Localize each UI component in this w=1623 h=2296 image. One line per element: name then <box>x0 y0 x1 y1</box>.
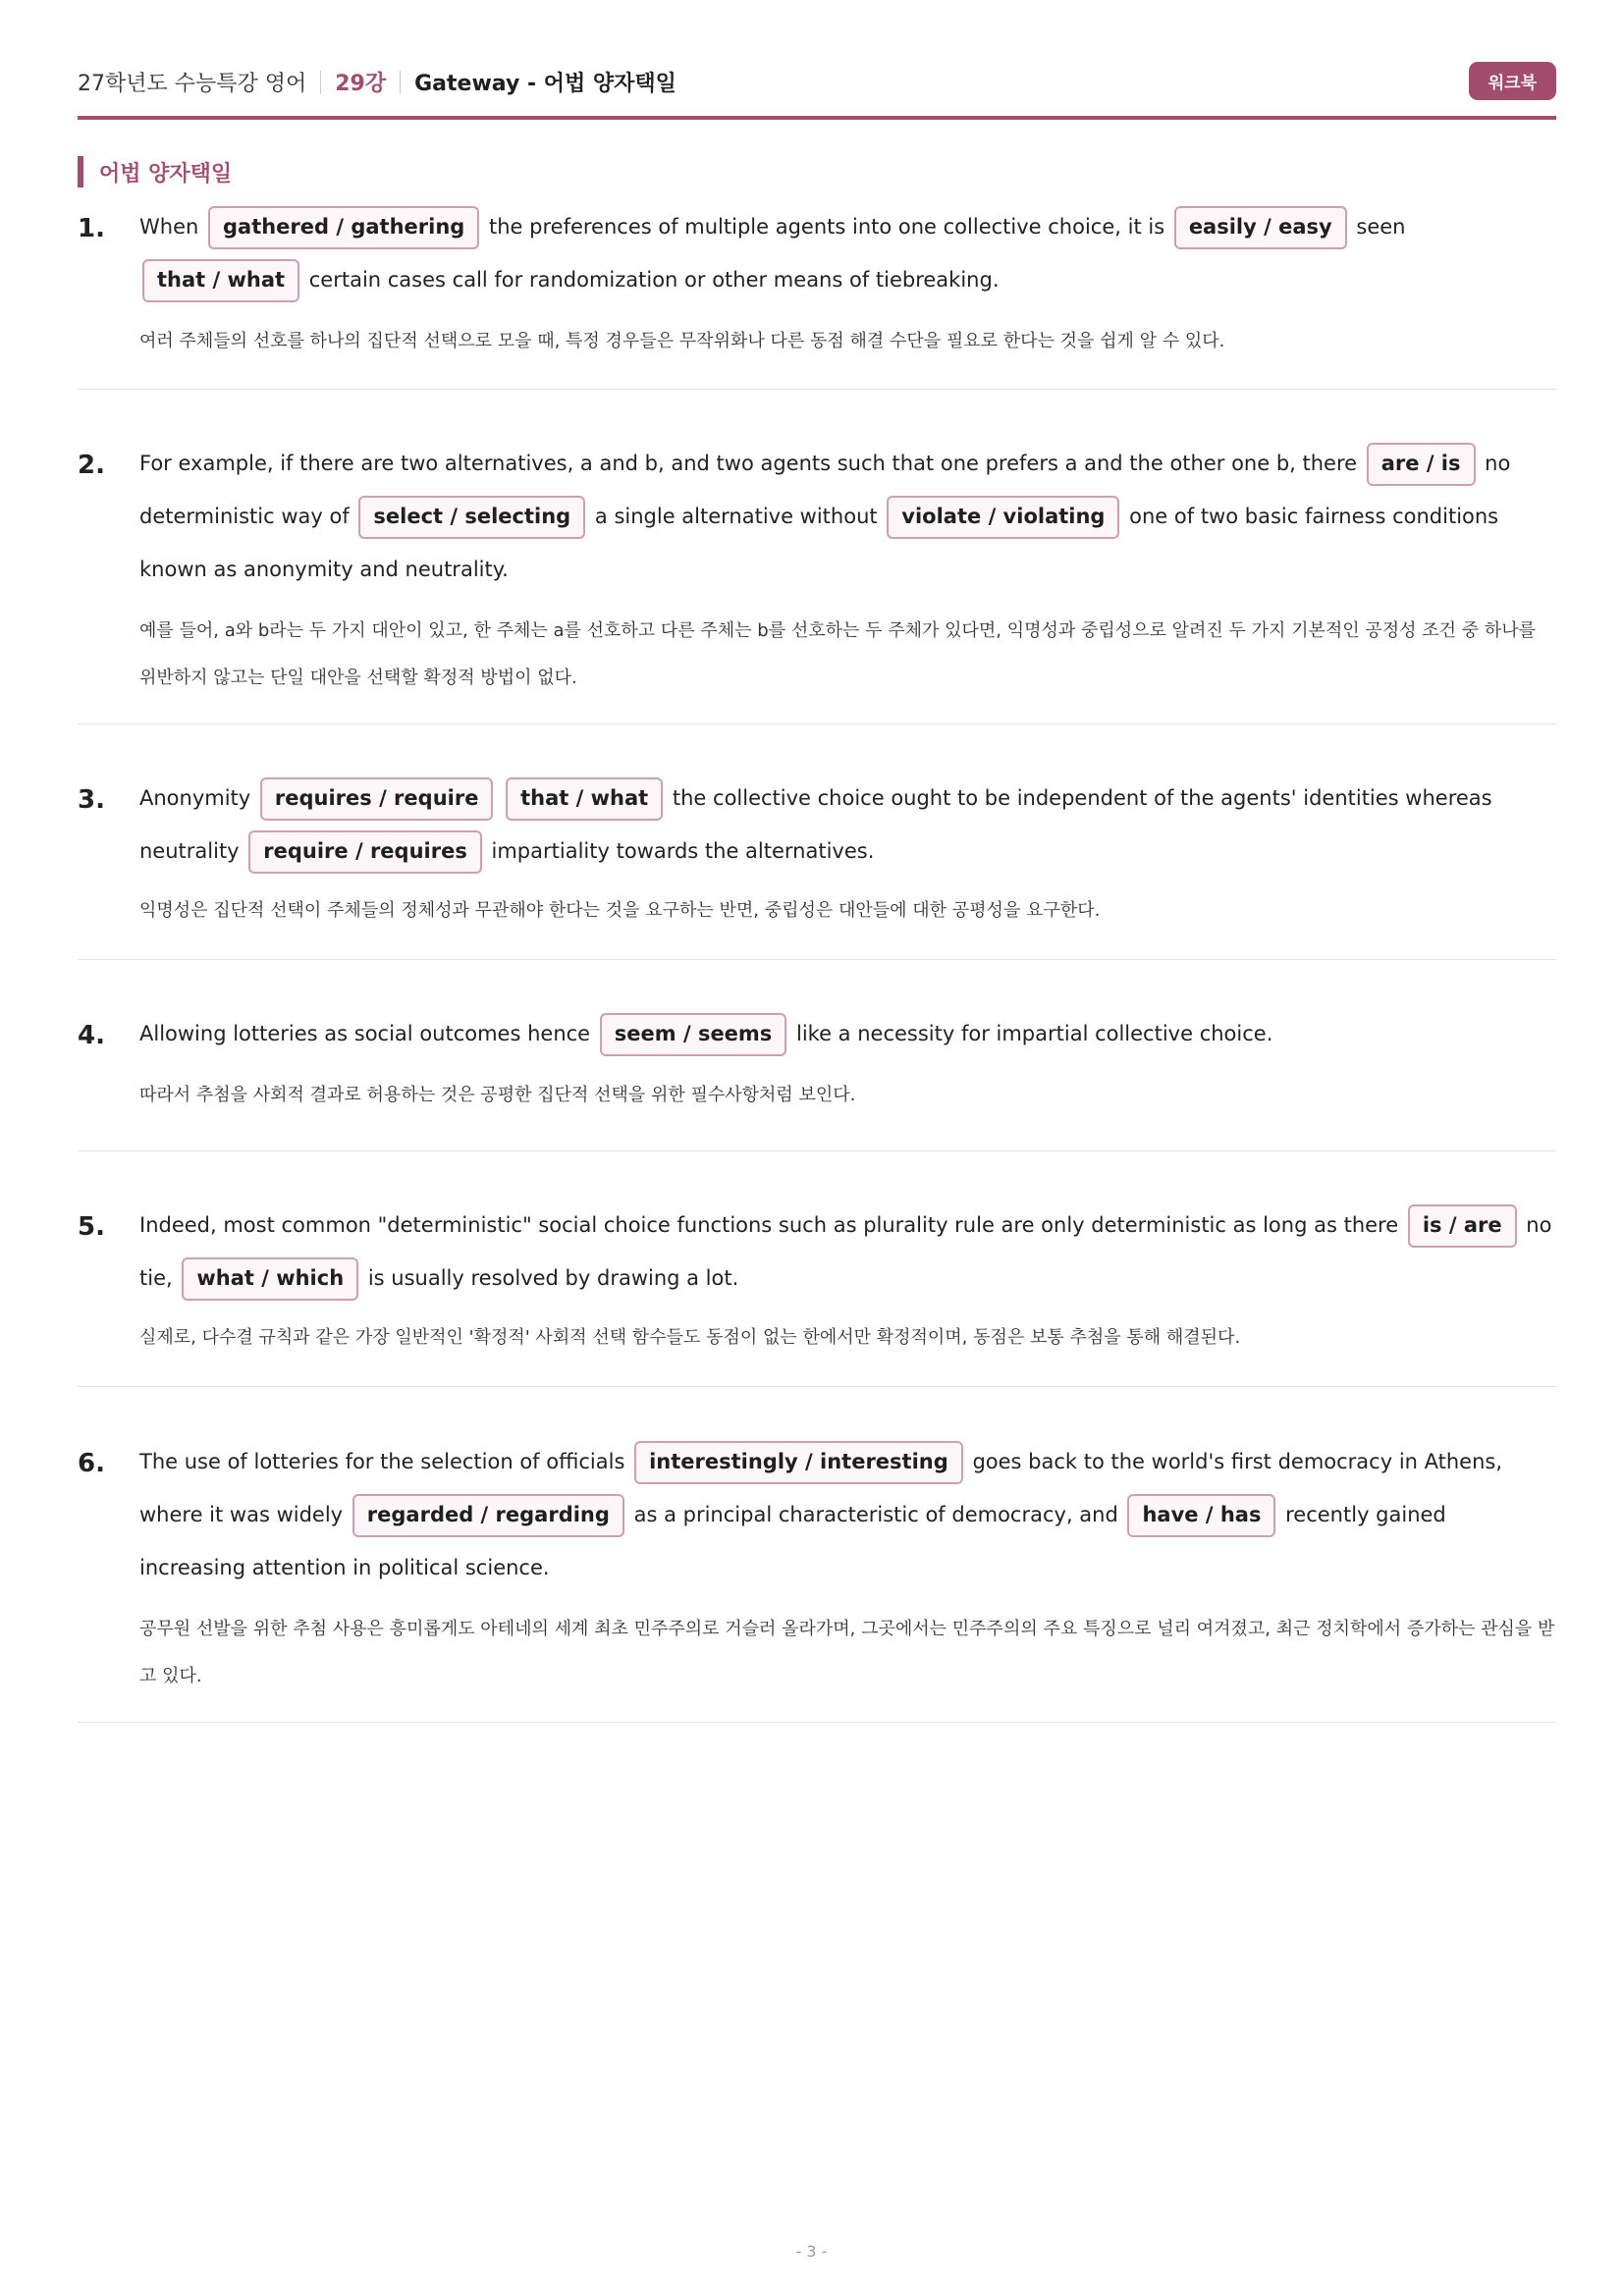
question-number: 6. <box>78 1449 105 1478</box>
sentence-text: the collective choice ought to be independent of the agents' identities whereas neutrality <box>139 786 1492 863</box>
sentence-text: a single alternative without <box>588 505 885 528</box>
grammar-choice-box: regarded / regarding <box>352 1494 624 1537</box>
sentence-text: certain cases call for randomization or other means of tiebreaking. <box>302 268 1000 292</box>
question-divider <box>78 1150 1556 1151</box>
sentence-text: no tie, <box>139 1213 1552 1290</box>
grammar-choice-box: seem / seems <box>600 1013 787 1056</box>
question-korean: 예를 들어, a와 b라는 두 가지 대안이 있고, 한 주체는 a를 선호하고 다른 주체는 b를 선호하는 두 주체가 있다면, 익명성과 중립성으로 알려진 두 가지 기본적인 공정성 조건 중 하나를 위반하지 않고는 단일 대안을 선택할 확정적 방법이 없다. <box>139 620 1537 688</box>
question-number: 2. <box>78 451 105 480</box>
question-number: 4. <box>78 1021 105 1050</box>
grammar-choice-box: have / has <box>1127 1494 1275 1537</box>
question-number: 5. <box>78 1212 105 1242</box>
sentence-text: When <box>139 215 205 239</box>
workbook-page <box>78 0 1556 2296</box>
question-english <box>139 200 1556 306</box>
question-divider <box>78 723 1556 724</box>
question-english <box>139 1199 1556 1305</box>
sentence-text: Indeed, most common "deterministic" social choice functions such as plurality rule are only deterministic as long as there <box>139 1213 1405 1237</box>
sentence-text: like a necessity for impartial collective choice. <box>789 1022 1273 1045</box>
grammar-choice-box: require / requires <box>248 830 482 874</box>
sentence-text: Allowing lotteries as social outcomes hence <box>139 1022 597 1045</box>
question-english <box>139 1007 1556 1060</box>
sentence-text: no deterministic way of <box>139 452 1511 528</box>
question-korean: 실제로, 다수결 규칙과 같은 가장 일반적인 '확정적' 사회적 선택 함수들도 동점이 없는 한에서만 확정적이며, 동점은 보통 추첨을 통해 해결된다. <box>139 1327 1241 1348</box>
sentence-text: seen <box>1349 215 1406 239</box>
grammar-choice-box: violate / violating <box>887 496 1119 539</box>
grammar-choice-box: requires / require <box>260 777 494 821</box>
header-rule <box>78 116 1556 120</box>
grammar-choice-box: gathered / gathering <box>208 206 479 249</box>
page-header <box>78 57 1556 112</box>
sentence-text: recently gained increasing attention in political science. <box>139 1503 1446 1579</box>
grammar-choice-box: interestingly / interesting <box>634 1441 963 1484</box>
question-korean: 공무원 선발을 위한 추첨 사용은 흥미롭게도 아테네의 세계 최초 민주주의로 거슬러 올라가며, 그곳에서는 민주주의의 주요 특징으로 널리 여겨졌고, 최근 정치학에서 증가하는 관심을 받고 있다. <box>139 1619 1555 1686</box>
page-number: - 3 - <box>795 2242 828 2261</box>
question-divider <box>78 1386 1556 1387</box>
grammar-choice-box: easily / easy <box>1174 206 1347 249</box>
sentence-text: goes back to the world's first democracy in Athens, where it was widely <box>139 1450 1503 1526</box>
header-breadcrumb <box>78 67 676 97</box>
sentence-text: impartiality towards the alternatives. <box>484 839 875 863</box>
grammar-choice-box: that / what <box>506 777 663 821</box>
sentence-text: as a principal characteristic of democracy, and <box>626 1503 1125 1526</box>
question-korean: 따라서 추첨을 사회적 결과로 허용하는 것은 공평한 집단적 선택을 위한 필수사항처럼 보인다. <box>139 1085 856 1105</box>
header-series: 27학년도 수능특강 영어 <box>78 72 307 96</box>
question-number: 1. <box>78 214 105 243</box>
workbook-badge: 워크북 <box>1469 62 1556 100</box>
sentence-text: the preferences of multiple agents into one collective choice, it is <box>482 215 1171 239</box>
grammar-choice-box: select / selecting <box>358 496 585 539</box>
grammar-choice-box: are / is <box>1367 443 1476 486</box>
question-divider <box>78 959 1556 960</box>
question-korean: 여러 주체들의 선호를 하나의 집단적 선택으로 모을 때, 특정 경우들은 무작위화나 다른 동점 해결 수단을 필요로 한다는 것을 쉽게 알 수 있다. <box>139 331 1225 351</box>
grammar-choice-box: that / what <box>142 259 299 302</box>
grammar-choice-box: what / which <box>182 1257 358 1301</box>
sentence-text: is usually resolved by drawing a lot. <box>361 1266 739 1290</box>
section-title-text: 어법 양자택일 <box>99 161 233 187</box>
question-english <box>139 437 1556 596</box>
header-divider <box>400 71 401 94</box>
sentence-text: For example, if there are two alternatives, a and b, and two agents such that one prefers a and the other one b, there <box>139 452 1364 475</box>
sentence-text: Anonymity <box>139 786 257 810</box>
question-divider <box>78 1722 1556 1723</box>
question-english <box>139 1435 1556 1594</box>
question-english <box>139 772 1556 878</box>
header-title: Gateway - 어법 양자택일 <box>414 72 676 96</box>
question-korean: 익명성은 집단적 선택이 주체들의 정체성과 무관해야 한다는 것을 요구하는 반면, 중립성은 대안들에 대한 공평성을 요구한다. <box>139 900 1101 921</box>
sentence-text: The use of lotteries for the selection of officials <box>139 1450 632 1473</box>
question-divider <box>78 389 1556 390</box>
question-number: 3. <box>78 785 105 815</box>
sentence-text: one of two basic fairness conditions known as anonymity and neutrality. <box>139 505 1499 581</box>
section-accent-bar <box>78 156 83 187</box>
header-lesson: 29강 <box>335 72 387 96</box>
section-title <box>78 155 232 188</box>
grammar-choice-box: is / are <box>1408 1204 1517 1248</box>
header-divider <box>320 71 321 94</box>
sentence-text <box>496 786 503 810</box>
